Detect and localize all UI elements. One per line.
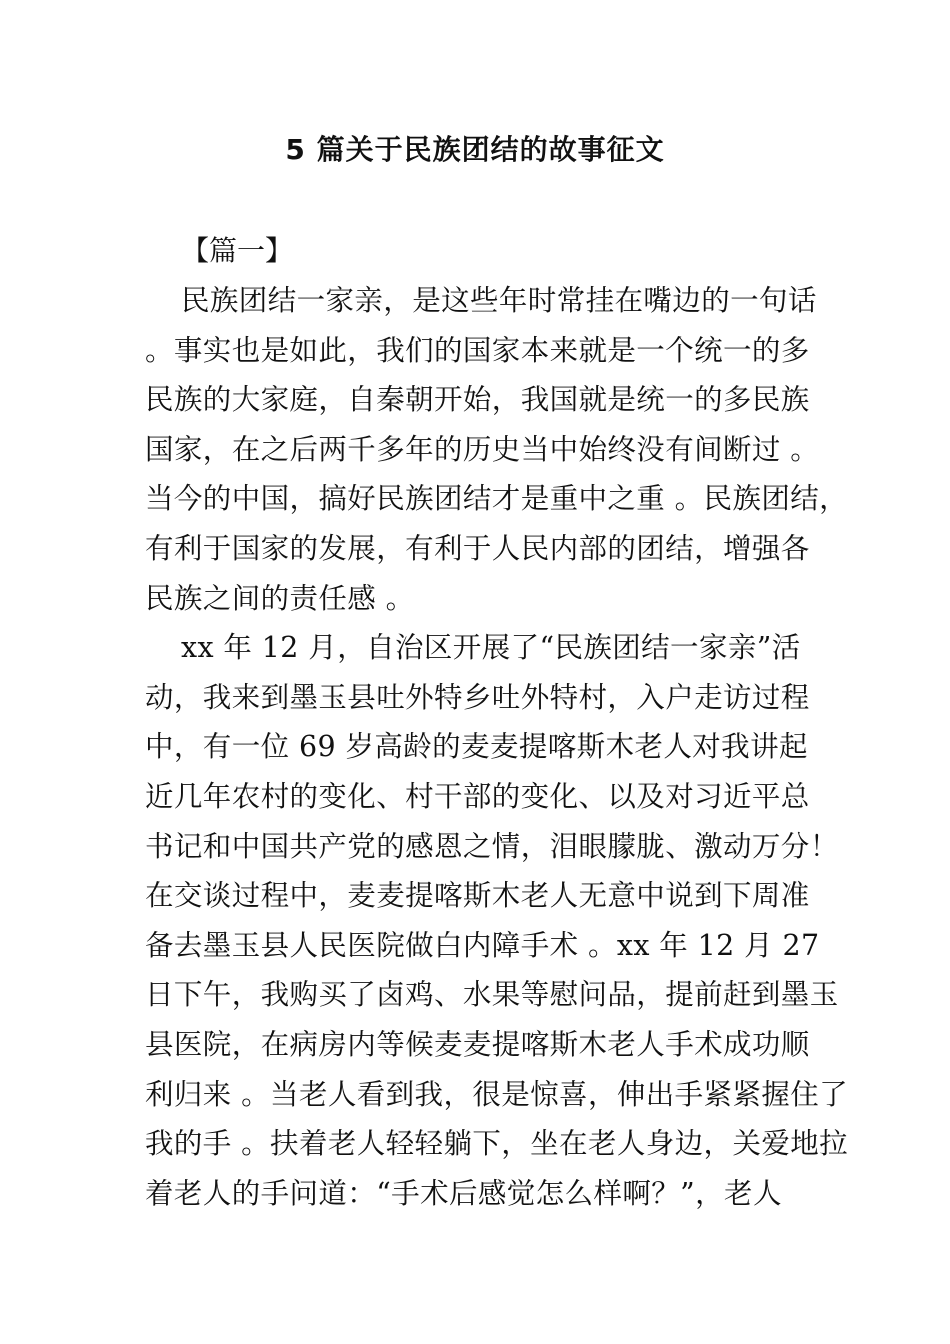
document-title: 5 篇关于民族团结的故事征文: [285, 133, 665, 166]
text-line: 在交谈过程中，麦麦提喀斯木老人无意中说到下周准: [145, 879, 810, 913]
text-line: 。事实也是如此，我们的国家本来就是一个统一的多: [145, 333, 810, 367]
document-body: [145, 276, 849, 1218]
text-line: 有利于国家的发展，有利于人民内部的团结，增强各: [145, 531, 810, 565]
text-line: 日下午，我购买了卤鸡、水果等慰问品，提前赶到墨玉: [145, 978, 839, 1012]
text-line: 近几年农村的变化、村干部的变化、以及对习近平总: [145, 779, 810, 813]
text-line: 我的手 。扶着老人轻轻躺下，坐在老人身边，关爱地拉: [145, 1127, 849, 1161]
text-line: 动，我来到墨玉县吐外特乡吐外特村，入户走访过程: [145, 680, 810, 714]
text-line: 民族团结一家亲，是这些年时常挂在嘴边的一句话: [181, 284, 817, 317]
text-line: 当今的中国，搞好民族团结才是重中之重 。民族团结，: [145, 482, 849, 516]
text-line: 民族之间的责任感 。: [145, 581, 415, 615]
text-line: xx 年 12 月，自治区开展了“民族团结一家亲”活: [181, 631, 801, 665]
text-line: 备去墨玉县人民医院做白内障手术 。xx 年 12 月 27: [145, 928, 820, 962]
text-line: 中，有一位 69 岁高龄的麦麦提喀斯木老人对我讲起: [145, 730, 808, 764]
text-line: 国家，在之后两千多年的历史当中始终没有间断过 。: [145, 432, 820, 466]
text-line: 书记和中国共产党的感恩之情，泪眼朦胧、激动万分！: [145, 829, 839, 863]
text-line: 利归来 。当老人看到我，很是惊喜，伸出手紧紧握住了: [145, 1077, 849, 1111]
section-label: 【篇一】: [181, 234, 294, 267]
text-line: 民族的大家庭，自秦朝开始，我国就是统一的多民族: [145, 383, 810, 417]
text-line: 县医院，在病房内等候麦麦提喀斯木老人手术成功顺: [145, 1027, 810, 1061]
text-line: 着老人的手问道：“手术后感觉怎么样啊？”，老人: [145, 1176, 782, 1210]
